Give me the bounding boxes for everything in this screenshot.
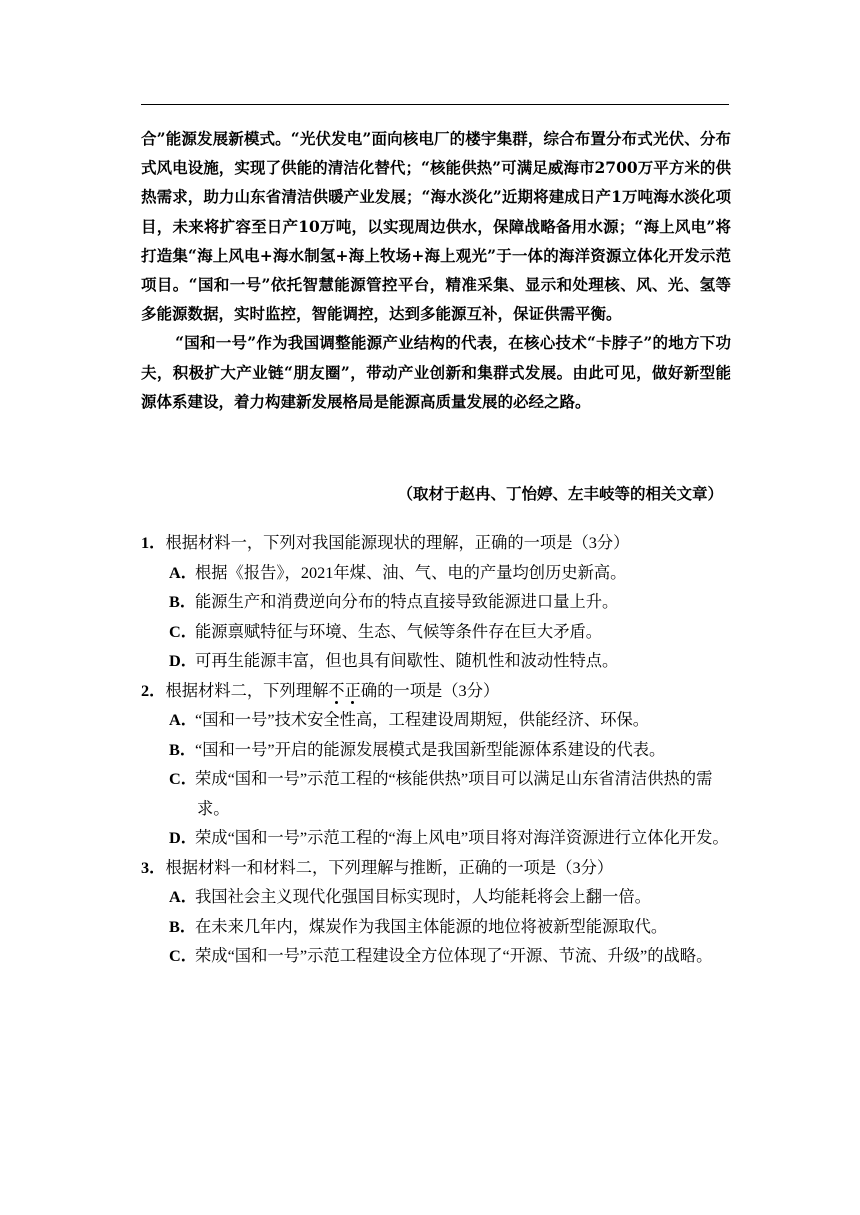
option-letter: B． <box>169 592 197 611</box>
question-3-option-b[interactable] <box>141 912 731 942</box>
question-3-stem <box>141 853 731 883</box>
option-letter: A． <box>169 710 198 729</box>
option-letter: D． <box>169 651 198 670</box>
question-list <box>141 528 731 971</box>
question-number: 3． <box>141 857 166 877</box>
question-text-after: 确的一项是（3分） <box>360 680 500 700</box>
question-number: 1． <box>141 533 166 552</box>
question-text-before: 根据材料二，下列理解 <box>165 680 329 700</box>
question-2-option-a[interactable] <box>141 705 731 735</box>
option-text: “国和一号”技术安全性高，工程建设周期短，供能经济、环保。 <box>195 710 650 729</box>
option-text: 根据《报告》，2021年煤、油、气、电的产量均创历史新高。 <box>195 562 627 582</box>
question-2-option-d[interactable] <box>141 823 731 853</box>
passage-paragraph-1: 合”能源发展新模式。“光伏发电”面向核电厂的楼宇集群，综合布置分布式光伏、分布式风电设施，实现了供能的清洁化替代；“核能供热”可满足威海市2700万平方米的供热需求，助力山东省清洁供暖产业发展；“海水淡化”近期将建成日产1万吨海水淡化项目，未来将扩容至日产10万吨，以实现周边供水，保障战略备用水源；“海上风电”将打造集“海上风电+海水制氢+海上牧场+海上观光”于一体的海洋资源立体化开发示范项目。“国和一号”依托智慧能源管控平台，精准采集、显示和处理核、风、光、氢等多能源数据，实时监控，智能调控，达到多能源互补，保证供需平衡。 <box>141 129 731 324</box>
option-text: 荣成“国和一号”示范工程的“海上风电”项目将对海洋资源进行立体化开发。 <box>195 828 729 847</box>
option-letter: C． <box>169 769 198 788</box>
question-2-stem <box>141 676 731 706</box>
question-1-option-a[interactable] <box>141 558 731 588</box>
question-text: 根据材料一，下列对我国能源现状的理解，正确的一项是（3分） <box>165 533 630 552</box>
source-citation: （取材于赵冉、丁怡婷、左丰岐等的相关文章） <box>397 484 723 503</box>
question-1-option-d[interactable] <box>141 646 731 676</box>
reading-passage <box>141 124 731 416</box>
question-3-option-c[interactable] <box>141 941 731 971</box>
option-text: 荣成“国和一号”示范工程建设全方位体现了“开源、节流、升级”的战略。 <box>195 946 713 965</box>
option-letter: B． <box>169 739 197 759</box>
question-2-option-b[interactable] <box>141 735 731 765</box>
option-letter: B． <box>169 916 197 936</box>
question-2-option-c[interactable] <box>141 764 731 823</box>
option-text: 可再生能源丰富，但也具有间歇性、随机性和波动性特点。 <box>195 651 619 670</box>
header-rule <box>141 104 729 105</box>
option-text: 能源禀赋特征与环境、生态、气候等条件存在巨大矛盾。 <box>195 621 603 641</box>
option-letter: A． <box>169 887 198 906</box>
emphasis-dot-char: 不 <box>328 680 345 700</box>
option-text: 在未来几年内，煤炭作为我国主体能源的地位将被新型能源取代。 <box>195 916 668 936</box>
option-text: 能源生产和消费逆向分布的特点直接导致能源进口量上升。 <box>195 592 619 611</box>
option-text: 我国社会主义现代化强国目标实现时，人均能耗将会上翻一倍。 <box>195 887 651 906</box>
question-text: 根据材料一和材料二，下列理解与推断，正确的一项是（3分） <box>165 857 614 877</box>
option-text: “国和一号”开启的能源发展模式是我国新型能源体系建设的代表。 <box>195 739 666 759</box>
question-number: 2． <box>141 680 166 700</box>
option-text: 荣成“国和一号”示范工程的“核能供热”项目可以满足山东省清洁供热的需求。 <box>195 769 713 818</box>
emphasis-dot-char: 正 <box>344 680 361 700</box>
question-1-option-b[interactable] <box>141 587 731 617</box>
option-letter: C． <box>169 621 198 641</box>
passage-paragraph-2: “国和一号”作为我国调整能源产业结构的代表，在核心技术“卡脖子”的地方下功夫，积极扩大产业链“朋友圈”，带动产业创新和集群式发展。由此可见，做好新型能源体系建设，着力构建新发展格局是能源高质量发展的必经之路。 <box>141 333 731 411</box>
question-1-stem <box>141 528 731 558</box>
option-letter: C． <box>169 946 198 965</box>
question-3-option-a[interactable] <box>141 882 731 912</box>
option-letter: A． <box>169 562 198 582</box>
question-1-option-c[interactable] <box>141 617 731 647</box>
option-letter: D． <box>169 828 198 847</box>
